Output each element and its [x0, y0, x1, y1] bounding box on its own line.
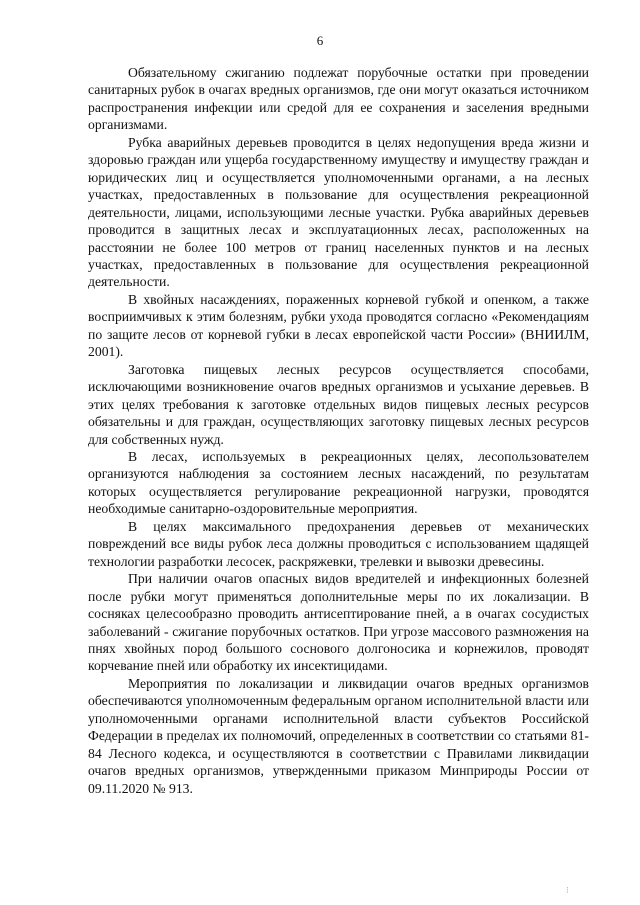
- paragraph: Обязательному сжиганию подлежат порубочные остатки при проведении санитарных рубок в очагах вредных организмов, где они могут оказаться источником распространения инфекции или средой для ее сохранения и заселения вредными организмами.: [88, 65, 589, 133]
- paragraph: В целях максимального предохранения деревьев от механических повреждений все виды рубок леса должны проводиться с использованием щадящей технологии разработки лесосек, раскряжевки, трелевки и вывозки древесины.: [88, 518, 589, 569]
- document-body: [88, 64, 589, 797]
- paragraph: Заготовка пищевых лесных ресурсов осуществляется способами, исключающими возникновение очагов вредных организмов и усыхание деревьев. В этих целях требования к заготовке отдельных видов пищевых лесных ресурсов обязательны и для граждан, осуществляющих заготовку пищевых лесных ресурсов для собственных нужд.: [88, 361, 589, 447]
- scan-mark: ⁝: [566, 885, 569, 895]
- paragraph: При наличии очагов опасных видов вредителей и инфекционных болезней после рубки могут применяться дополнительные меры по их локализации. В сосняках целесообразно проводить антисептирование пней, а в очагах сосудистых заболеваний - сжигание порубочных остатков. При угрозе массового размножения на пнях хвойных пород большого соснового долгоносика и корнежилов, проводят корчевание пней или обработку их инсектицидами.: [88, 571, 589, 674]
- paragraph: В лесах, используемых в рекреационных целях, лесопользователем организуются наблюдения за состоянием лесных насаждений, по результатам которых осуществляется регулирование рекреационной нагрузки, проводятся необходимые санитарно-оздоровительные мероприятия.: [88, 448, 589, 517]
- paragraph: Мероприятия по локализации и ликвидации очагов вредных организмов обеспечиваются уполномоченным федеральным органом исполнительной власти или уполномоченными органами исполнительной власти субъектов Российской Федерации в пределах их полномочий, определенных в соответствии со статьями 81-84 Лесного кодекса, и осуществляются в соответствии с Правилами ликвидации очагов вредных организмов, утвержденными приказом Минприроды России от 09.11.2020 № 913.: [88, 675, 589, 796]
- paragraph: В хвойных насаждениях, пораженных корневой губкой и опенком, а также восприимчивых к этим болезням, рубки ухода проводятся согласно «Рекомендациям по защите лесов от корневой губки в лесах европейской части России» (ВНИИЛМ, 2001).: [88, 291, 589, 360]
- page-number: 6: [316, 33, 324, 48]
- paragraph: Рубка аварийных деревьев проводится в целях недопущения вреда жизни и здоровью граждан или ущерба государственному имуществу и имуществу граждан и юридических лиц и осуществляется уполномоченными органами, а на лесных участках, предоставленных в пользование для осуществления рекреационной деятельности, лицами, использующими лесные участки. Рубка аварийных деревьев проводится в защитных лесах и эксплуатационных лесах, расположенных на расстоянии не более 100 метров от границ населенных пунктов и на лесных участках, предоставленных в пользование для осуществления рекреационной деятельности.: [88, 134, 589, 290]
